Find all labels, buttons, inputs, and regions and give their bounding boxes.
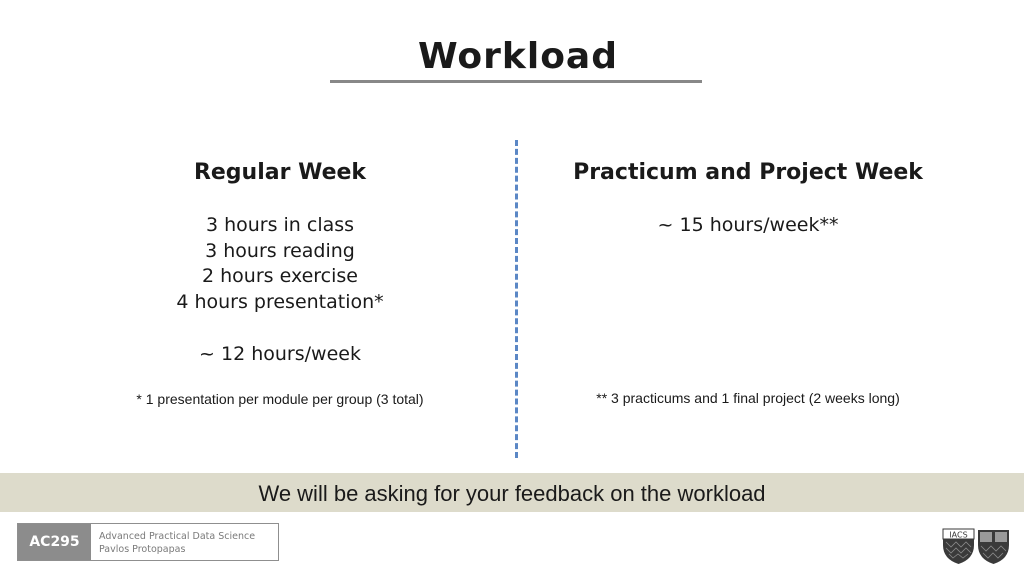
regular-week-item: 2 hours exercise bbox=[202, 265, 358, 287]
regular-week-item: 3 hours reading bbox=[205, 239, 355, 262]
column-divider bbox=[515, 140, 518, 458]
regular-week-items bbox=[80, 213, 480, 315]
practicum-week-footnote: ** 3 practicums and 1 final project (2 weeks long) bbox=[596, 390, 900, 406]
feedback-banner-text: We will be asking for your feedback on the workload bbox=[258, 481, 766, 506]
instructor-name: Pavlos Protopapas bbox=[99, 544, 186, 555]
regular-week-item: 4 hours presentation* bbox=[176, 290, 384, 313]
practicum-week-total: ~ 15 hours/week** bbox=[657, 214, 839, 236]
title-underline bbox=[330, 80, 702, 83]
course-badge bbox=[17, 523, 279, 561]
practicum-week-heading: Practicum and Project Week bbox=[573, 160, 923, 185]
regular-week-total: ~ 12 hours/week bbox=[199, 343, 361, 365]
iacs-logo bbox=[941, 523, 1011, 565]
regular-week-heading: Regular Week bbox=[193, 160, 367, 185]
course-code: AC295 bbox=[18, 524, 91, 560]
course-name: Advanced Practical Data Science bbox=[99, 531, 256, 542]
logo-text: IACS bbox=[949, 530, 968, 540]
slide-title: Workload bbox=[418, 36, 618, 77]
feedback-banner bbox=[0, 473, 1024, 512]
regular-week-item: 3 hours in class bbox=[205, 214, 355, 236]
regular-week-footnote: * 1 presentation per module per group (3 total) bbox=[136, 391, 424, 407]
